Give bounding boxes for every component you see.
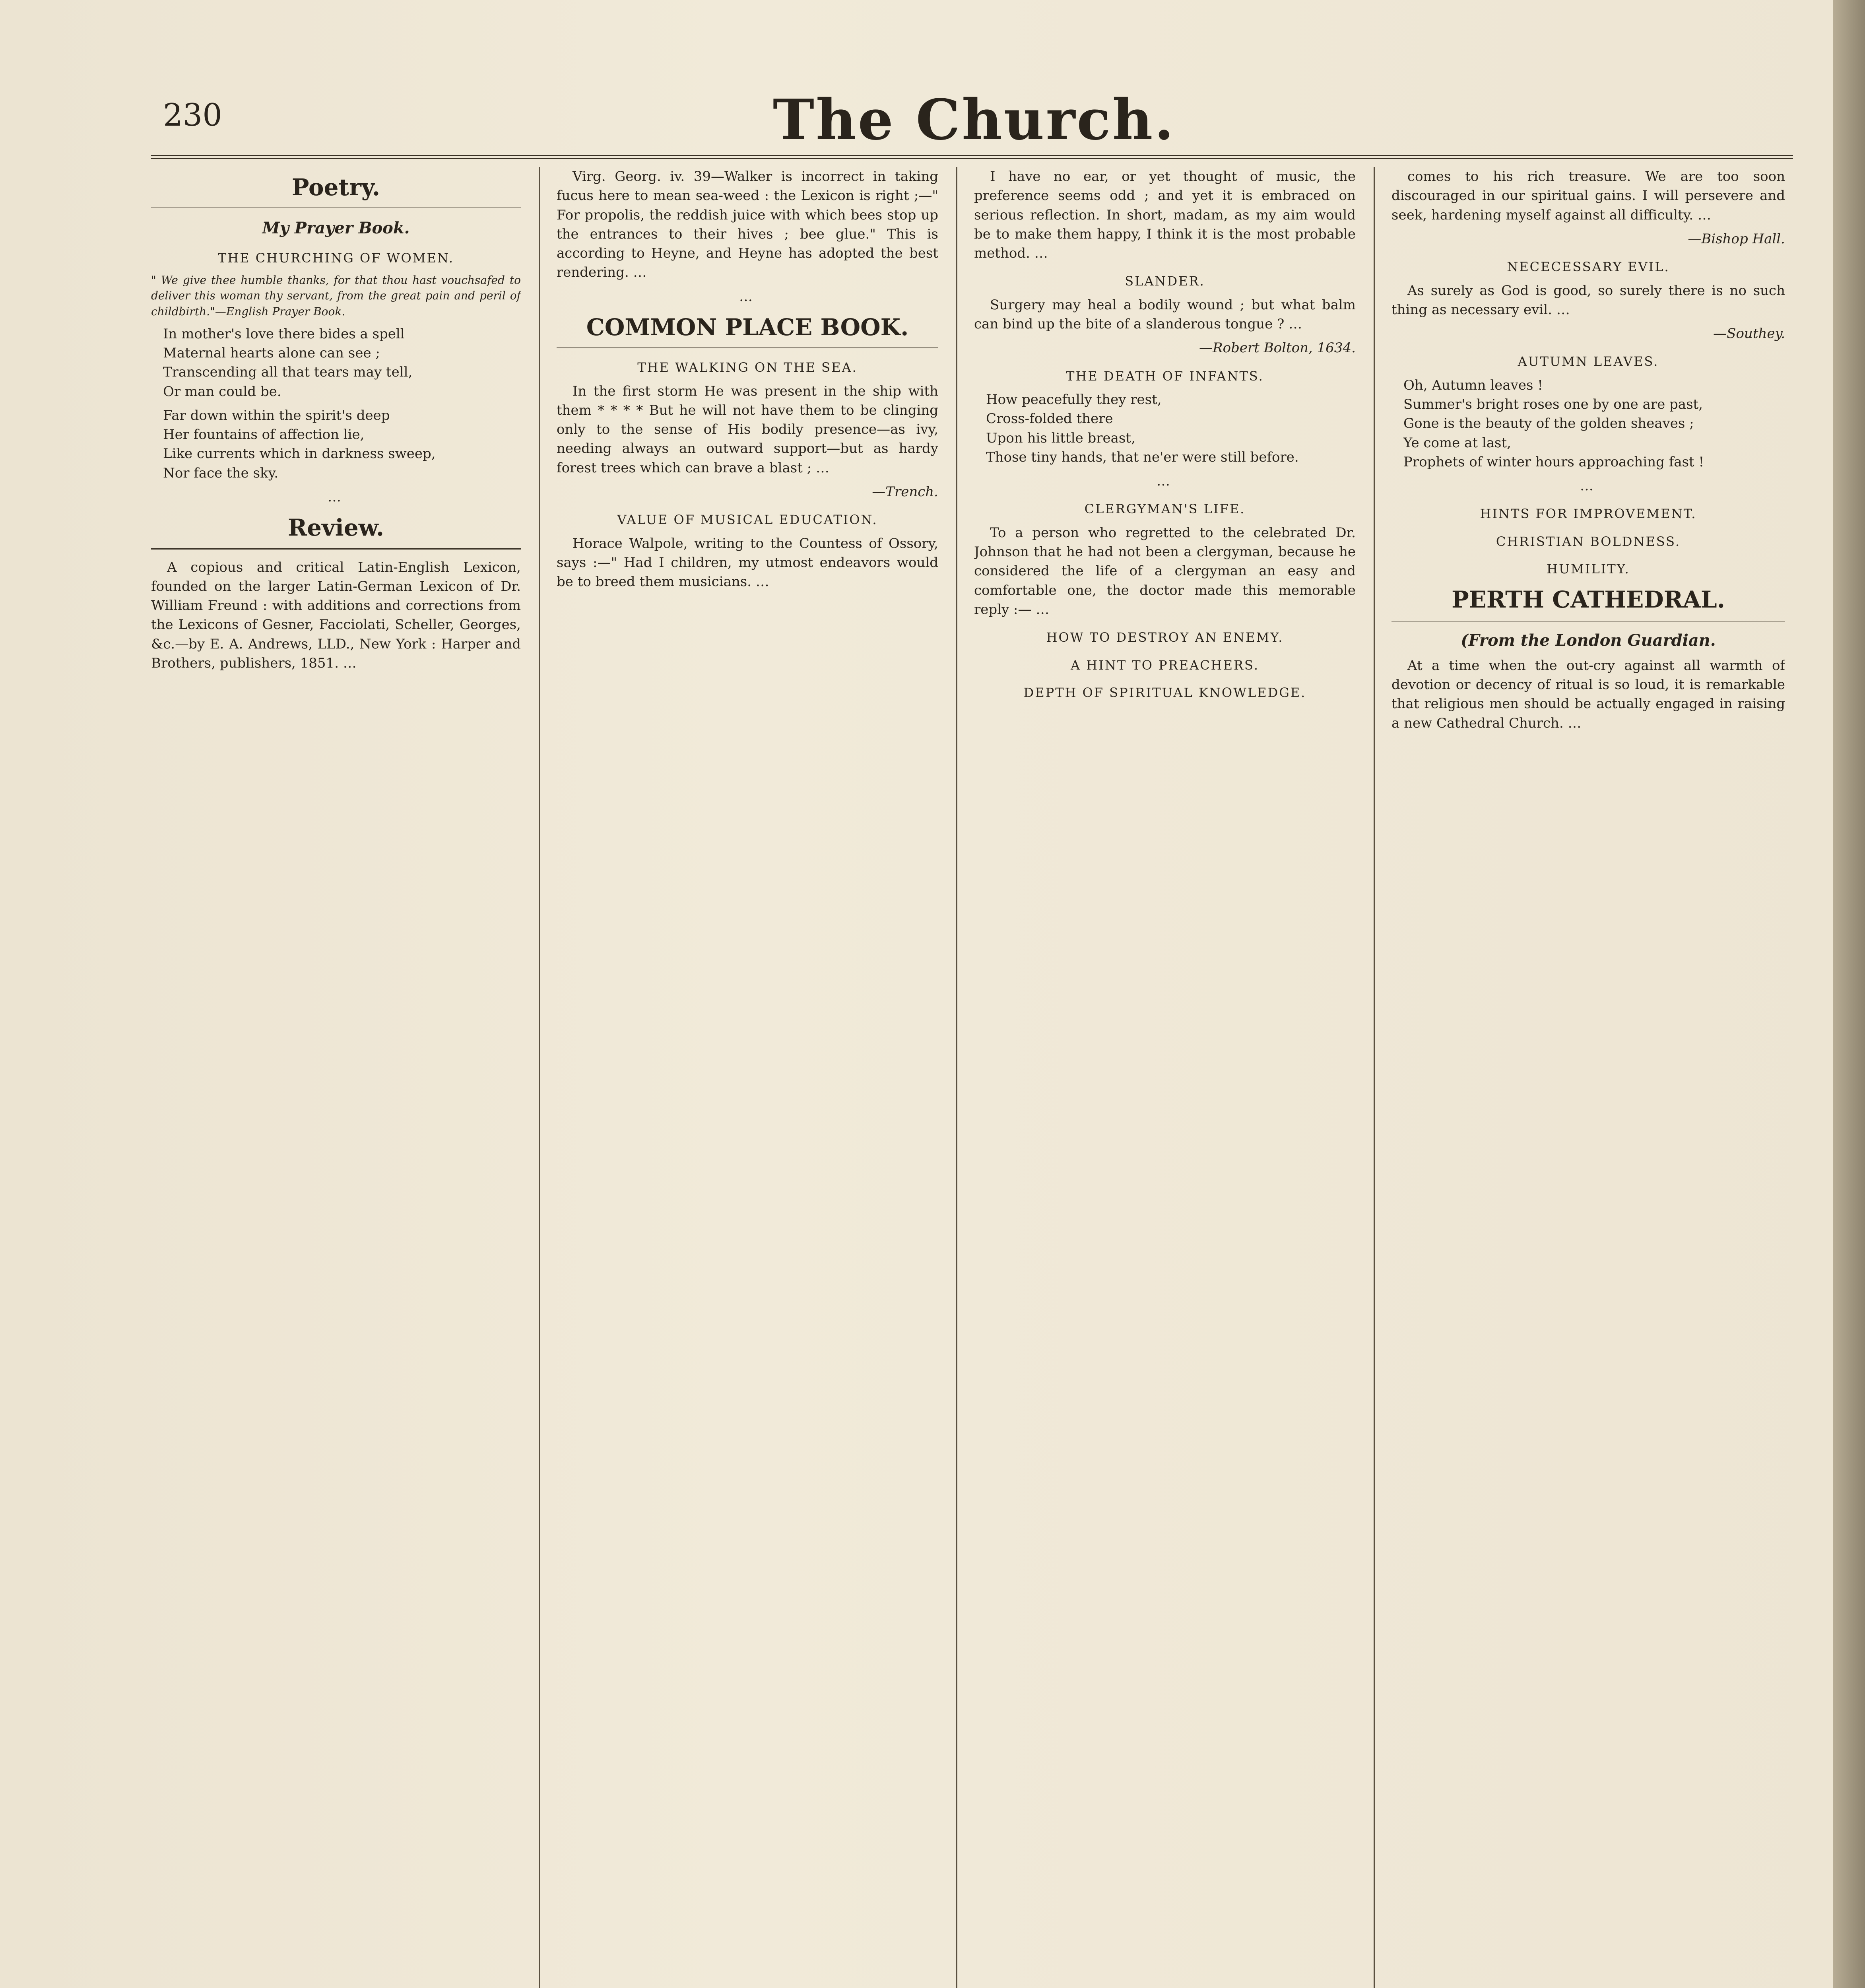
article-heading: HOW TO DESTROY AN ENEMY.: [1046, 630, 1284, 645]
column-2: [557, 167, 938, 1988]
article-text: comes to his rich treasure. We are too soon discouraged in our spiritual gains. I will persevere and seek, hardening myself against all difficulty. …: [1391, 169, 1785, 223]
article-text: Horace Walpole, writing to the Countess of Ossory, says :—" Had I children, my utmost endeavors would be to breed them musicians. …: [557, 535, 938, 590]
column-1: [151, 167, 521, 1988]
section-heading: PERTH CATHEDRAL.: [1391, 583, 1785, 621]
article-text: Surgery may heal a bodily wound ; but what balm can bind up the bite of a slanderous tongue ? …: [974, 297, 1356, 332]
truncation-mark: …: [328, 489, 344, 505]
poem-stanza: Oh, Autumn leaves ! Summer's bright roses one by one are past, Gone is the beauty of the golden sheaves ; Ye come at last, Prophets of winter hours approaching fast !: [1403, 377, 1704, 470]
column-4: [1391, 167, 1785, 1988]
article-heading: DEPTH OF SPIRITUAL KNOWLEDGE.: [1023, 685, 1306, 700]
article-credit: —Southey.: [1713, 326, 1785, 342]
article-text: I have no ear, or yet thought of music, the preference seems odd ; and yet it is embraced on serious reflection. In short, madam, as my aim would be to make them happy, I think it is the most probable method. …: [974, 169, 1356, 262]
article-text: A copious and critical Latin-English Lexicon, founded on the larger Latin-German Lexicon of Dr. William Freund : with additions and corrections from the Lexicons of Gesner, Facciolati, Scheller, Georges, &c.—by E. A. Andrews, LLD., New York : Harper and Brothers, publishers, 1851. …: [151, 559, 521, 671]
truncation-mark: …: [1157, 473, 1173, 489]
section-heading: COMMON PLACE BOOK.: [557, 311, 938, 349]
article-heading: VALUE OF MUSICAL EDUCATION.: [617, 512, 878, 528]
article-heading: AUTUMN LEAVES.: [1518, 354, 1659, 369]
poem-stanza: Far down within the spirit's deep Her fountains of affection lie, Like currents which in darkness sweep, Nor face the sky.: [163, 407, 436, 481]
column-rule: [956, 167, 957, 1988]
poem-stanza: In mother's love there bides a spell Maternal hearts alone can see ; Transcending all that tears may tell, Or man could be.: [163, 326, 413, 400]
article-heading: THE DEATH OF INFANTS.: [1066, 368, 1264, 384]
article-heading: A HINT TO PREACHERS.: [1071, 657, 1259, 673]
column-3: [974, 167, 1356, 1988]
header-rule: [151, 155, 1793, 159]
article-heading: HUMILITY.: [1547, 561, 1630, 577]
article-heading: NECECESSARY EVIL.: [1507, 259, 1670, 275]
truncation-mark: …: [1580, 478, 1597, 494]
section-subheading: (From the London Guardian.: [1461, 631, 1716, 650]
section-heading: Review.: [151, 511, 521, 549]
epigraph: " We give thee humble thanks, for that thou hast vouchsafed to deliver this woman thy servant, from the great pain and peril of childbirth."—English Prayer Book.: [151, 273, 521, 318]
column-rule: [539, 167, 540, 1988]
article-text: In the first storm He was present in the ship with them * * * * But he will not have them to be clinging only to the sense of His bodily presence—as ivy, needing always an outward support—but as hardy forest trees which can brave a blast ; …: [557, 383, 938, 476]
article-credit: —Trench.: [872, 483, 938, 500]
article-text: At a time when the out-cry against all warmth of devotion or decency of ritual is so loud, it is remarkable that religious men should be actually engaged in raising a new Cathedral Church. …: [1391, 657, 1785, 731]
section-heading: Poetry.: [151, 171, 521, 209]
article-text: To a person who regretted to the celebrated Dr. Johnson that he had not been a clergyman, because he considered the life of a clergyman an easy and comfortable one, the doctor made this memorable reply :— …: [974, 524, 1356, 617]
article-text: Virg. Georg. iv. 39—Walker is incorrect in taking fucus here to mean sea-weed : the Lexicon is right ;—" For propolis, the reddish juice with which bees stop up the entrances to their hives ; bee glue." This is according to Heyne, and Heyne has adopted the best rendering. …: [557, 169, 938, 281]
binding-spine: [1833, 0, 1865, 1988]
article-credit: —Robert Bolton, 1634.: [1199, 340, 1356, 356]
article-heading: HINTS FOR IMPROVEMENT.: [1480, 506, 1697, 522]
column-rule: [1374, 167, 1375, 1988]
article-heading: CHRISTIAN BOLDNESS.: [1496, 534, 1681, 549]
article-heading: SLANDER.: [1125, 274, 1205, 289]
masthead: The Church.: [772, 87, 1176, 153]
truncation-mark: …: [739, 288, 756, 305]
article-heading: CLERGYMAN'S LIFE.: [1084, 501, 1246, 517]
article-text: As surely as God is good, so surely there is no such thing as necessary evil. …: [1391, 282, 1785, 318]
poem-stanza: How peacefully they rest, Cross-folded there Upon his little breast, Those tiny hands, that ne'er were still before.: [986, 392, 1299, 465]
poem-heading: My Prayer Book.: [262, 219, 410, 238]
article-credit: —Bishop Hall.: [1688, 231, 1785, 247]
page-number: 230: [163, 97, 222, 133]
article-heading: THE WALKING ON THE SEA.: [637, 360, 858, 375]
poem-title: THE CHURCHING OF WOMEN.: [218, 250, 454, 266]
